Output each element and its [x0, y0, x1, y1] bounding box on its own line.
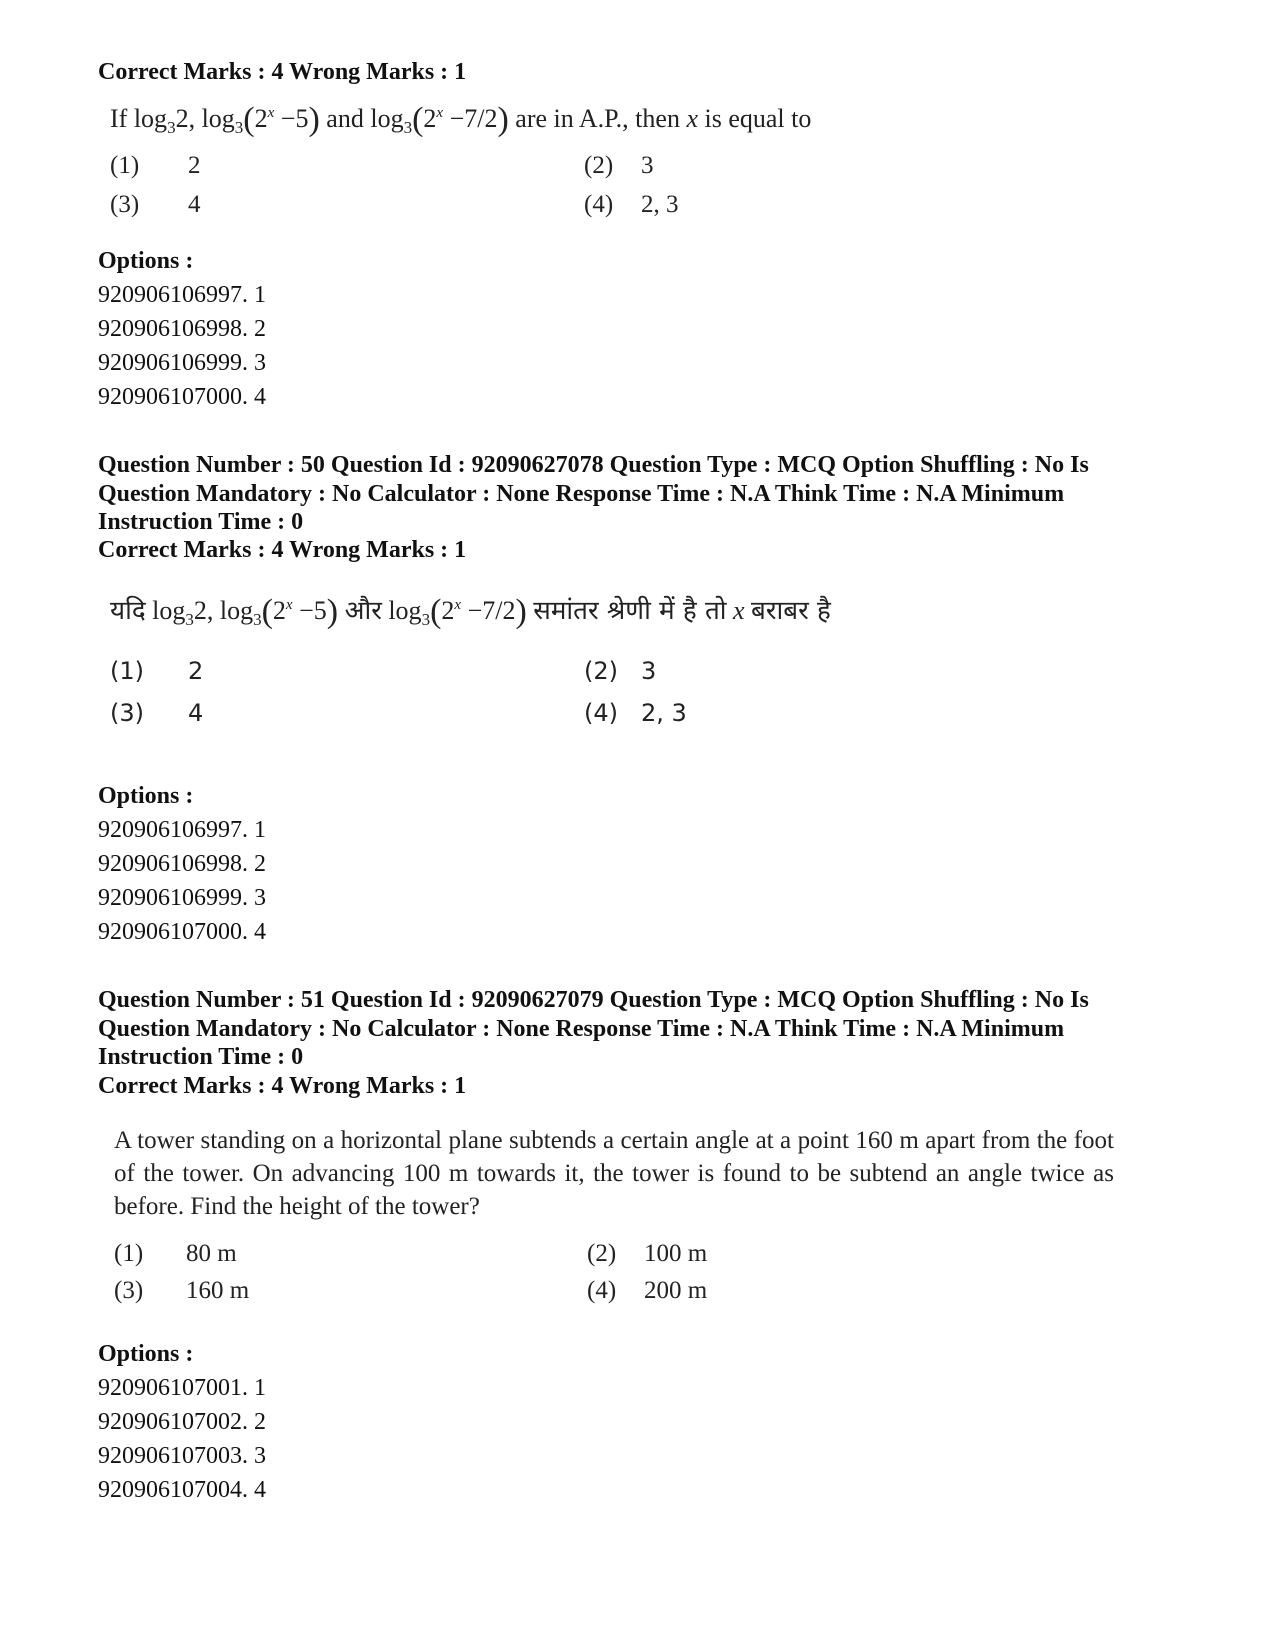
- choice-value: 2: [188, 657, 204, 685]
- option-id: 920906107001. 1: [98, 1375, 266, 1401]
- choice-4: [584, 191, 679, 219]
- choice-number: (3): [110, 699, 144, 727]
- choice-value: 80 m: [186, 1240, 237, 1267]
- option-id: 920906107000. 4: [98, 384, 266, 410]
- choice-number: (1): [110, 152, 140, 179]
- option-id: 920906106997. 1: [98, 282, 266, 308]
- choice-number: (4): [587, 1277, 617, 1304]
- option-id: 920906106997. 1: [98, 817, 266, 843]
- question-text: If $\log_32$, $\log_3(2^x -5)$ and $\log_3(2^x -7/2)$ are in A.P., then x is equal to: [110, 101, 812, 138]
- question-meta: Question Number : 50 Question Id : 92090627078 Question Type : MCQ Option Shuffling : No Is Question Mandatory : No Calculator : None Response Time : N.A Think Time : N.A Minimum Instruction Time : 0: [98, 452, 1089, 535]
- option-id: 920906107003. 3: [98, 1443, 266, 1469]
- choice-number: (2): [584, 152, 614, 179]
- choice-value: 4: [188, 699, 204, 727]
- choice-4: [587, 1277, 707, 1305]
- choice-number: (4): [584, 699, 618, 727]
- choice-number: (1): [114, 1240, 144, 1267]
- question-phrase-equal: is equal to: [704, 104, 812, 133]
- question-word-and: और: [344, 596, 382, 626]
- option-id: 920906106998. 2: [98, 851, 266, 877]
- choice-2: [587, 1240, 707, 1268]
- choice-2: [584, 657, 656, 685]
- correct-wrong-marks: Correct Marks : 4 Wrong Marks : 1: [98, 537, 467, 563]
- correct-wrong-marks: Correct Marks : 4 Wrong Marks : 1: [98, 59, 467, 85]
- choice-value: 3: [641, 152, 654, 179]
- options-label: Options :: [98, 248, 194, 274]
- choice-number: (2): [587, 1240, 617, 1267]
- option-id-list: [98, 813, 266, 949]
- options-label: Options :: [98, 783, 194, 809]
- question-phrase-equal: बराबर है: [751, 596, 831, 626]
- option-id-list: [98, 278, 266, 414]
- question-phrase-ap: are in A.P., then: [515, 104, 680, 133]
- choice-value: 3: [641, 657, 657, 685]
- choice-value: 2: [188, 152, 201, 179]
- option-id: 920906107000. 4: [98, 919, 266, 945]
- question-word-if: यदि: [110, 596, 146, 626]
- options-label: Options :: [98, 1341, 194, 1367]
- choice-number: (2): [584, 657, 618, 685]
- choice-value: 160 m: [186, 1277, 250, 1304]
- choice-value: 100 m: [644, 1240, 708, 1267]
- option-id-list: [98, 1371, 266, 1507]
- option-id: 920906107004. 4: [98, 1477, 266, 1503]
- question-phrase-ap: समांतर श्रेणी में है तो: [533, 596, 727, 626]
- question-variable: x: [686, 104, 698, 133]
- choice-value: 2, 3: [641, 191, 679, 218]
- choice-number: (1): [110, 657, 144, 685]
- choice-value: 200 m: [644, 1277, 708, 1304]
- choice-1: [114, 1240, 237, 1268]
- question-word-if: If: [110, 104, 128, 133]
- choice-3: [110, 191, 201, 219]
- question-word-and: and: [326, 104, 364, 133]
- option-id: 920906107002. 2: [98, 1409, 266, 1435]
- choice-4: [584, 699, 687, 727]
- choice-value: 2, 3: [641, 699, 687, 727]
- question-meta: Question Number : 51 Question Id : 92090627079 Question Type : MCQ Option Shuffling : No Is Question Mandatory : No Calculator : None Response Time : N.A Think Time : N.A Minimum Instruction Time : 0: [98, 987, 1089, 1070]
- choice-number: (3): [110, 191, 140, 218]
- choice-1: [110, 152, 201, 180]
- choice-number: (4): [584, 191, 614, 218]
- option-id: 920906106999. 3: [98, 885, 266, 911]
- question-variable: x: [733, 596, 745, 625]
- option-id: 920906106999. 3: [98, 350, 266, 376]
- question-text-hindi: यदि $\log_32$, $\log_3(2^x -5)$ और $\log_3(2^x -7/2)$ समांतर श्रेणी में है तो x बराबर है: [110, 593, 831, 630]
- choice-number: (3): [114, 1277, 144, 1304]
- choice-value: 4: [188, 191, 201, 218]
- choice-3: [110, 699, 203, 727]
- option-id: 920906106998. 2: [98, 316, 266, 342]
- choice-3: [114, 1277, 249, 1305]
- question-text: A tower standing on a horizontal plane subtends a certain angle at a point 160 m apart from the foot of the tower. On advancing 100 m towards it, the tower is found to be subtend an angle twice as before. Find the height of the tower?: [114, 1127, 1114, 1220]
- correct-wrong-marks: Correct Marks : 4 Wrong Marks : 1: [98, 1073, 467, 1099]
- choice-2: [584, 152, 654, 180]
- choice-1: [110, 657, 203, 685]
